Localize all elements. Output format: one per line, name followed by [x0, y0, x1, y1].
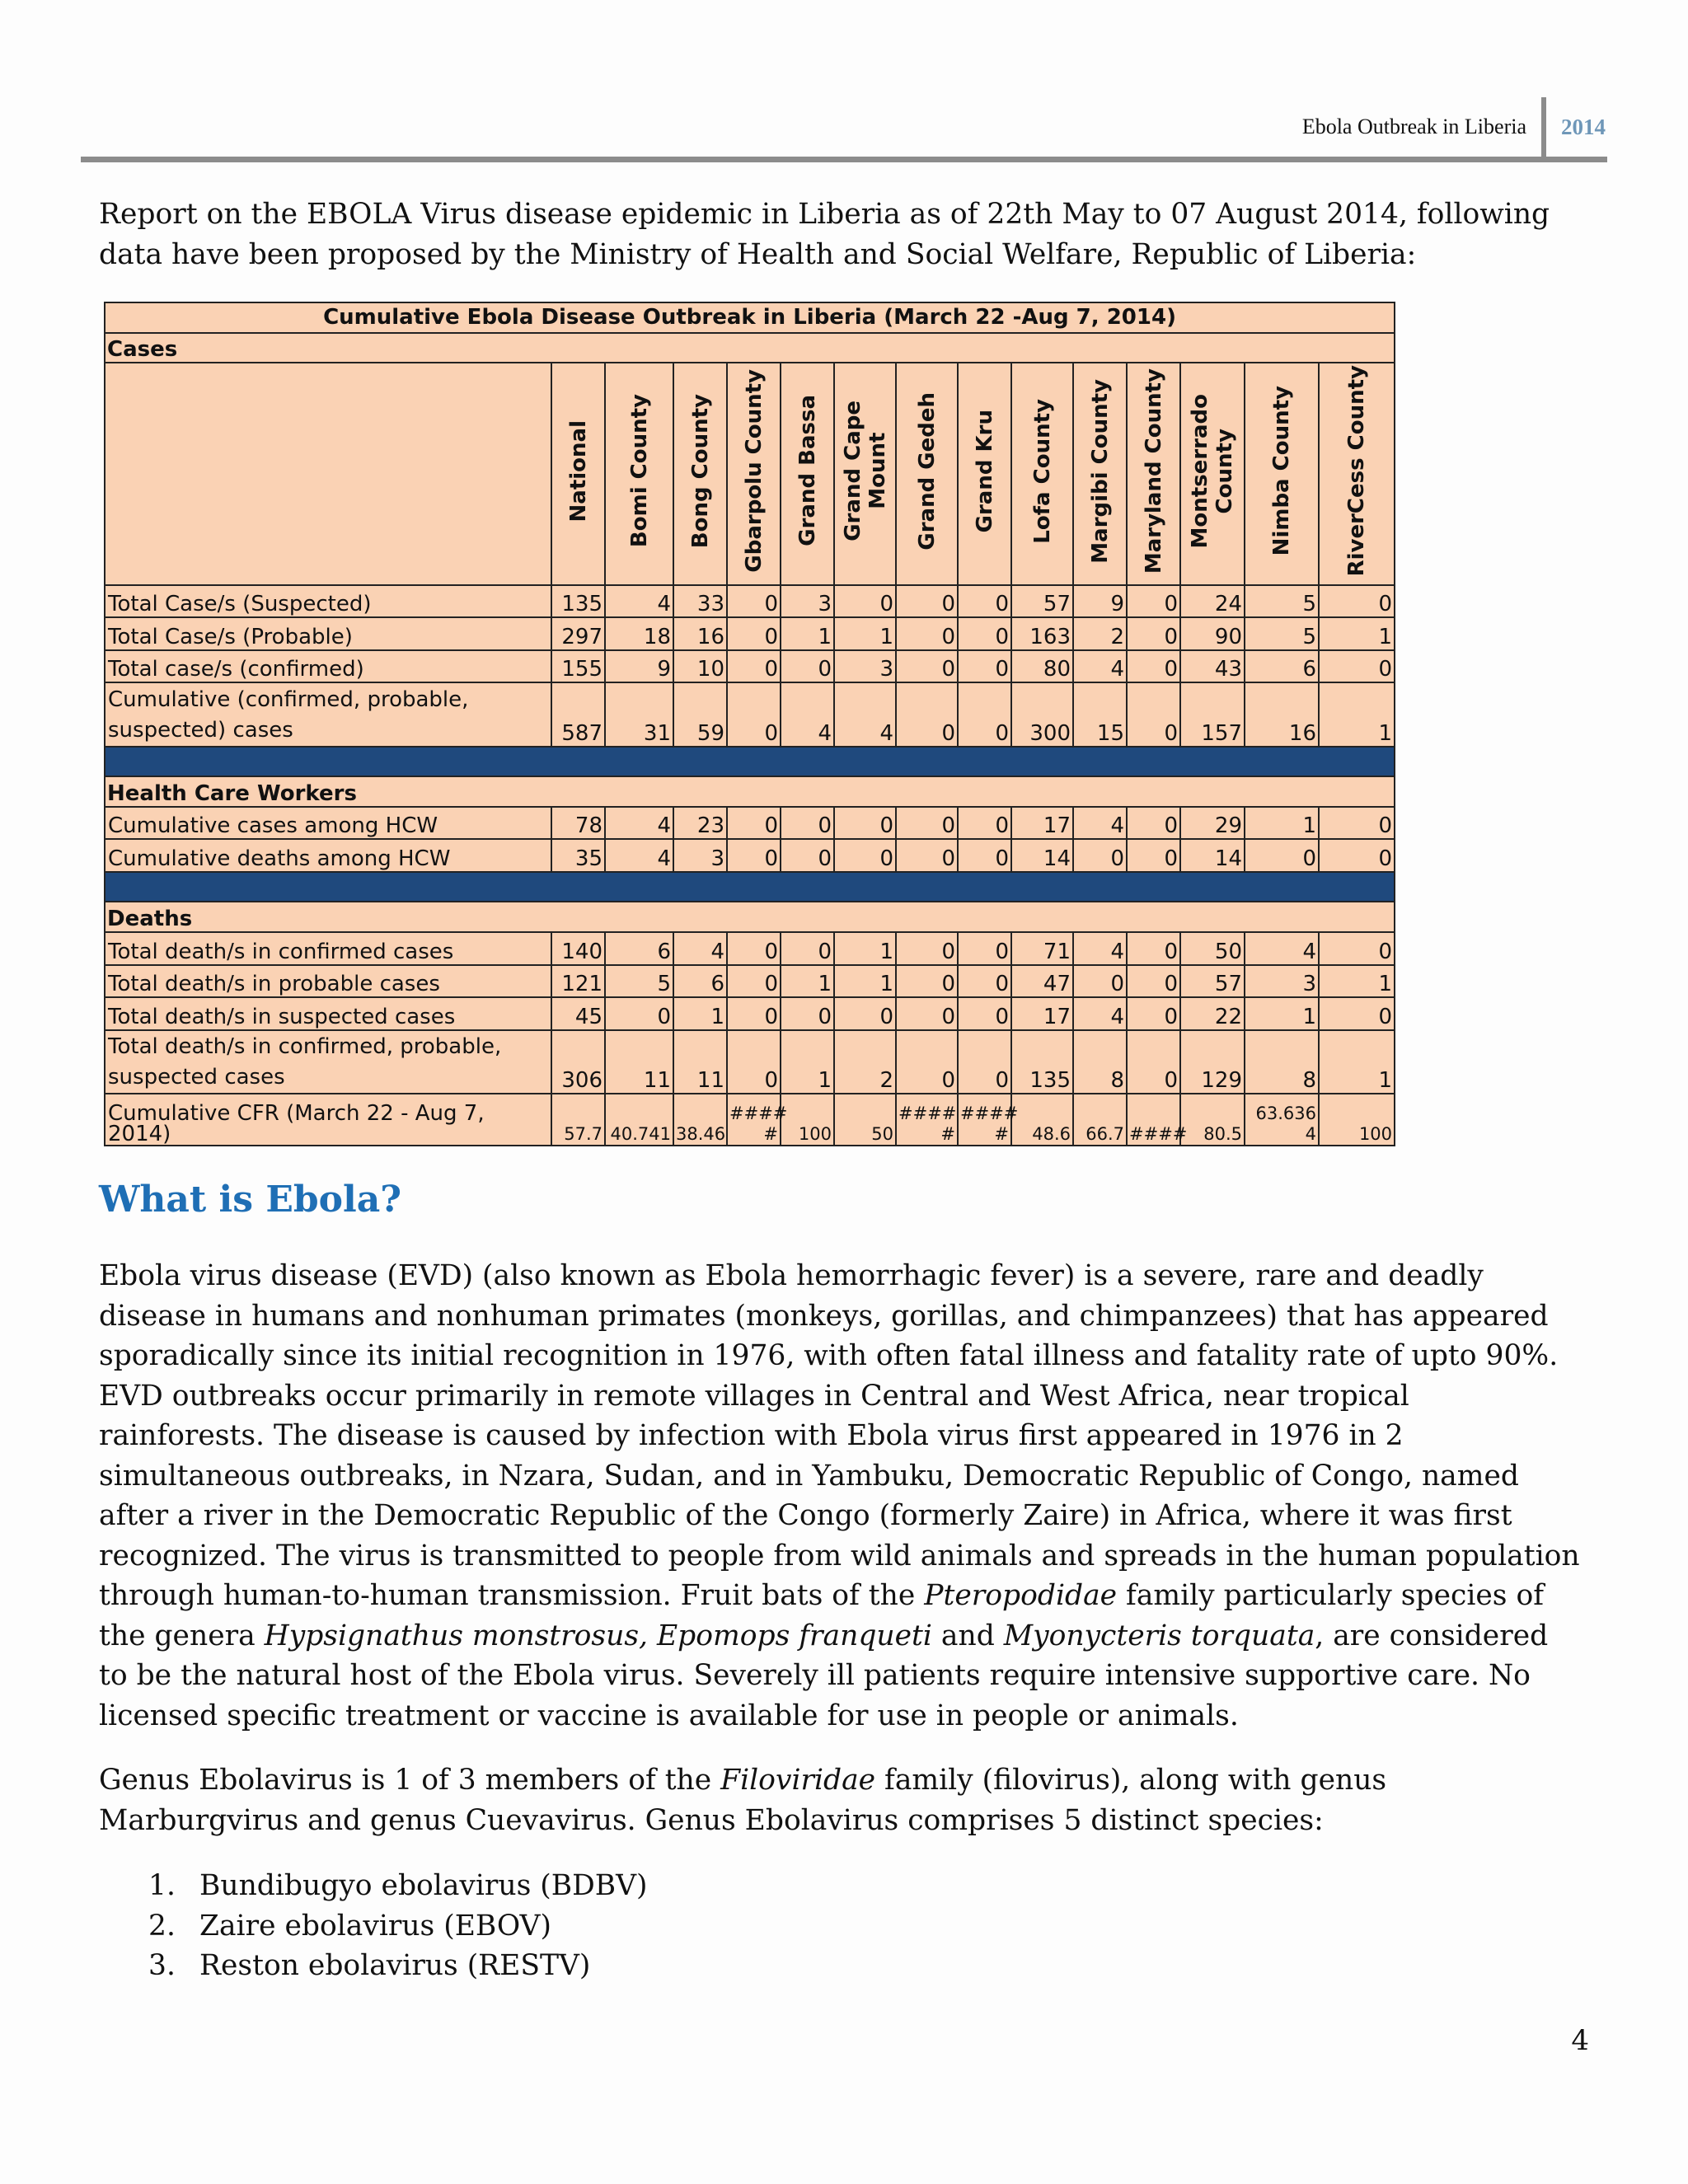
value-cell: 0	[958, 682, 1011, 746]
divider-band	[105, 872, 1395, 902]
value-cell: 0	[727, 807, 781, 840]
value-cell: 129	[1180, 1030, 1245, 1094]
value-cell: 33	[673, 585, 727, 618]
value-cell: 0	[781, 839, 834, 872]
column-header	[1180, 363, 1245, 585]
value-cell: 0	[834, 839, 896, 872]
value-cell: 11	[673, 1030, 727, 1094]
value-cell: 0	[958, 965, 1011, 998]
value-cell: 0	[958, 807, 1011, 840]
section-row	[105, 902, 1395, 932]
value-cell: 0	[896, 617, 958, 650]
column-header-label: Grand Gedeh	[914, 391, 940, 551]
value-cell: 0	[727, 1030, 781, 1094]
value-cell: 1	[1245, 997, 1319, 1030]
value-cell: 306	[551, 1030, 605, 1094]
value-cell: 1	[781, 1030, 834, 1094]
row-label: Total Case/s (Probable)	[105, 617, 551, 650]
para1-text: family particularly species of the genera	[99, 1579, 1544, 1652]
value-cell: 0	[1319, 650, 1395, 683]
ebola-data-table	[104, 302, 1393, 1146]
column-header-label: Margibi County	[1087, 378, 1113, 564]
section-row	[105, 776, 1395, 807]
value-cell: 587	[551, 682, 605, 746]
value-cell: 5	[1245, 585, 1319, 618]
cfr-value-cell: 38.46	[673, 1094, 727, 1146]
value-cell: 0	[1127, 932, 1180, 965]
value-cell: 6	[1245, 650, 1319, 683]
value-cell: 15	[1073, 682, 1127, 746]
value-cell: 0	[1319, 932, 1395, 965]
value-cell: 1	[781, 965, 834, 998]
cfr-value-cell: 40.741	[605, 1094, 673, 1146]
table-row	[105, 965, 1395, 998]
table-row	[105, 997, 1395, 1030]
table-row	[105, 585, 1395, 618]
value-cell: 0	[1127, 997, 1180, 1030]
value-cell: 0	[896, 839, 958, 872]
para2-family-name: Filoviridae	[720, 1764, 876, 1797]
value-cell: 17	[1011, 997, 1073, 1030]
value-cell: 10	[673, 650, 727, 683]
value-cell: 4	[781, 682, 834, 746]
column-header	[1127, 363, 1180, 585]
para1-family-name: Pteropodidae	[924, 1579, 1118, 1612]
table-row	[105, 617, 1395, 650]
column-header	[834, 363, 896, 585]
row-label: Cumulative deaths among HCW	[105, 839, 551, 872]
value-cell: 0	[958, 650, 1011, 683]
value-cell: 0	[727, 585, 781, 618]
header-year: 2014	[1561, 114, 1606, 139]
value-cell: 0	[1073, 965, 1127, 998]
value-cell: 0	[727, 617, 781, 650]
value-cell: 90	[1180, 617, 1245, 650]
header-corner-cell	[105, 363, 551, 585]
cfr-value-cell: 100	[781, 1094, 834, 1146]
value-cell: 1	[834, 932, 896, 965]
cfr-value-cell: 80.5	[1180, 1094, 1245, 1146]
cfr-value-cell: 100	[1319, 1094, 1395, 1146]
value-cell: 0	[781, 650, 834, 683]
value-cell: 23	[673, 807, 727, 840]
table-row	[105, 839, 1395, 872]
value-cell: 0	[727, 997, 781, 1030]
value-cell: 3	[1245, 965, 1319, 998]
cfr-value-cell: 48.6	[1011, 1094, 1073, 1146]
value-cell: 121	[551, 965, 605, 998]
column-header	[673, 363, 727, 585]
value-cell: 43	[1180, 650, 1245, 683]
list-item	[148, 1946, 648, 1986]
column-header	[958, 363, 1011, 585]
section-label-hcw: Health Care Workers	[105, 776, 1395, 807]
para2-text: family (filovirus), along with genus Marburgvirus and genus Cuevavirus. Genus Ebolavirus comprises 5 distinct species:	[99, 1764, 1387, 1837]
value-cell: 4	[1245, 932, 1319, 965]
value-cell: 4	[1073, 932, 1127, 965]
row-label: Total death/s in probable cases	[105, 965, 551, 998]
page-header	[1302, 97, 1606, 157]
value-cell: 0	[896, 807, 958, 840]
value-cell: 31	[605, 682, 673, 746]
column-header-label: Grand Kru	[972, 409, 997, 533]
column-header-label: Montserrado County	[1188, 393, 1237, 549]
cfr-value-cell: #### #	[896, 1094, 958, 1146]
value-cell: 1	[834, 617, 896, 650]
value-cell: 9	[1073, 585, 1127, 618]
para2-text: Genus Ebolavirus is 1 of 3 members of the	[99, 1764, 721, 1797]
row-label: Cumulative cases among HCW	[105, 807, 551, 840]
value-cell: 0	[781, 807, 834, 840]
column-header-label: Maryland County	[1141, 368, 1166, 574]
value-cell: 0	[896, 965, 958, 998]
value-cell: 0	[896, 650, 958, 683]
column-header	[1245, 363, 1319, 585]
column-header-label: National	[565, 419, 591, 523]
list-number: 2.	[148, 1909, 176, 1943]
list-text: Reston ebolavirus (RESTV)	[199, 1949, 591, 1982]
value-cell: 4	[605, 839, 673, 872]
page-number: 4	[1571, 2024, 1589, 2057]
section-row	[105, 333, 1395, 363]
value-cell: 3	[781, 585, 834, 618]
list-text: Bundibugyo ebolavirus (BDBV)	[199, 1869, 648, 1902]
value-cell: 50	[1180, 932, 1245, 965]
column-header	[1319, 363, 1395, 585]
column-header	[781, 363, 834, 585]
value-cell: 135	[1011, 1030, 1073, 1094]
value-cell: 0	[605, 997, 673, 1030]
value-cell: 1	[673, 997, 727, 1030]
value-cell: 9	[605, 650, 673, 683]
value-cell: 0	[1127, 617, 1180, 650]
column-header	[1073, 363, 1127, 585]
value-cell: 3	[834, 650, 896, 683]
value-cell: 0	[727, 682, 781, 746]
value-cell: 0	[834, 807, 896, 840]
value-cell: 80	[1011, 650, 1073, 683]
value-cell: 1	[1245, 807, 1319, 840]
value-cell: 3	[673, 839, 727, 872]
value-cell: 0	[896, 585, 958, 618]
divider-row	[105, 747, 1395, 777]
species-list	[148, 1866, 648, 1986]
column-header-label: Bomi County	[626, 394, 652, 548]
value-cell: 4	[605, 807, 673, 840]
cfr-value-cell: 50	[834, 1094, 896, 1146]
value-cell: 0	[781, 932, 834, 965]
value-cell: 0	[958, 585, 1011, 618]
value-cell: 1	[1319, 682, 1395, 746]
value-cell: 5	[605, 965, 673, 998]
value-cell: 2	[834, 1030, 896, 1094]
cfr-row	[105, 1094, 1395, 1146]
value-cell: 0	[1319, 839, 1395, 872]
value-cell: 24	[1180, 585, 1245, 618]
value-cell: 1	[1319, 617, 1395, 650]
value-cell: 0	[727, 932, 781, 965]
value-cell: 0	[727, 839, 781, 872]
row-label: Total case/s (confirmed)	[105, 650, 551, 683]
value-cell: 0	[1127, 965, 1180, 998]
value-cell: 1	[781, 617, 834, 650]
value-cell: 0	[958, 997, 1011, 1030]
cfr-value-cell: 63.636 4	[1245, 1094, 1319, 1146]
value-cell: 5	[1245, 617, 1319, 650]
para1-text: Ebola virus disease (EVD) (also known as Ebola hemorrhagic fever) is a severe, rare and deadly disease in humans and nonhuman primates (monkeys, gorillas, and chimpanzees) that has appeared sporadically since its initial recognition in 1976, with often fatal illness and fatality rate of upto 90%. EVD outbreaks occur primarily in remote villages in Central and West Africa, near tropical rainforests. The disease is caused by infection with Ebola virus first appeared in 1976 in 2 simultaneous outbreaks, in Nzara, Sudan, and in Yambuku, Democratic Republic of Congo, named after a river in the Democratic Republic of the Congo (formerly Zaire) in Africa, where it was first recognized. The virus is transmitted to people from wild animals and spreads in the human population through human-to-human transmission. Fruit bats of the	[99, 1259, 1580, 1612]
value-cell: 57	[1180, 965, 1245, 998]
section-heading: What is Ebola?	[99, 1179, 402, 1221]
para1-text: , are considered to be the natural host of the Ebola virus. Severely ill patients require intensive supportive care. No licensed specific treatment or vaccine is available for use in people or animals.	[99, 1619, 1549, 1732]
list-item	[148, 1906, 648, 1947]
column-header-label: Bong County	[687, 393, 713, 548]
value-cell: 4	[605, 585, 673, 618]
value-cell: 0	[1127, 585, 1180, 618]
value-cell: 4	[1073, 997, 1127, 1030]
header-separator	[1541, 97, 1546, 157]
cfr-value-cell: #### #	[958, 1094, 1011, 1146]
value-cell: 0	[834, 585, 896, 618]
list-number: 3.	[148, 1949, 176, 1982]
genus-paragraph	[99, 1760, 1582, 1840]
value-cell: 35	[551, 839, 605, 872]
list-item	[148, 1866, 648, 1906]
value-cell: 297	[551, 617, 605, 650]
value-cell: 0	[727, 650, 781, 683]
value-cell: 0	[834, 997, 896, 1030]
value-cell: 14	[1180, 839, 1245, 872]
list-text: Zaire ebolavirus (EBOV)	[199, 1909, 551, 1943]
table-row	[105, 682, 1395, 746]
value-cell: 0	[1073, 839, 1127, 872]
column-header-label: Gbarpolu County	[741, 369, 767, 573]
cfr-value-cell: 57.7	[551, 1094, 605, 1146]
header-rule	[81, 157, 1607, 162]
row-label: Total death/s in confirmed cases	[105, 932, 551, 965]
value-cell: 0	[727, 965, 781, 998]
cfr-value-cell: ####	[1127, 1094, 1180, 1146]
column-header	[605, 363, 673, 585]
value-cell: 0	[958, 839, 1011, 872]
value-cell: 4	[834, 682, 896, 746]
value-cell: 45	[551, 997, 605, 1030]
value-cell: 0	[958, 617, 1011, 650]
table-row	[105, 932, 1395, 965]
para1-species-names: Hypsignathus monstrosus, Epomops franqueti	[264, 1619, 932, 1652]
divider-band	[105, 747, 1395, 777]
value-cell: 4	[1073, 650, 1127, 683]
value-cell: 6	[605, 932, 673, 965]
row-label: Total Case/s (Suspected)	[105, 585, 551, 618]
value-cell: 59	[673, 682, 727, 746]
value-cell: 1	[1319, 965, 1395, 998]
header-title: Ebola Outbreak in Liberia	[1301, 115, 1526, 138]
table-row	[105, 650, 1395, 683]
column-header-label: Grand Cape Mount	[840, 400, 890, 541]
value-cell: 2	[1073, 617, 1127, 650]
value-cell: 17	[1011, 807, 1073, 840]
value-cell: 8	[1073, 1030, 1127, 1094]
value-cell: 0	[1319, 585, 1395, 618]
table-title: Cumulative Ebola Disease Outbreak in Liberia (March 22 -Aug 7, 2014)	[105, 302, 1395, 333]
column-header	[1011, 363, 1073, 585]
value-cell: 47	[1011, 965, 1073, 998]
table-title-row	[105, 302, 1395, 333]
value-cell: 1	[1319, 1030, 1395, 1094]
value-cell: 16	[1245, 682, 1319, 746]
value-cell: 1	[834, 965, 896, 998]
value-cell: 57	[1011, 585, 1073, 618]
value-cell: 0	[896, 932, 958, 965]
row-label: Total death/s in suspected cases	[105, 997, 551, 1030]
value-cell: 4	[673, 932, 727, 965]
column-header	[551, 363, 605, 585]
row-label: Cumulative (confirmed, probable, suspected) cases	[105, 682, 551, 746]
value-cell: 22	[1180, 997, 1245, 1030]
value-cell: 163	[1011, 617, 1073, 650]
table-row	[105, 807, 1395, 840]
value-cell: 0	[958, 932, 1011, 965]
value-cell: 0	[896, 997, 958, 1030]
value-cell: 300	[1011, 682, 1073, 746]
list-number: 1.	[148, 1869, 176, 1902]
value-cell: 78	[551, 807, 605, 840]
value-cell: 29	[1180, 807, 1245, 840]
column-header-label: RiverCess County	[1344, 365, 1370, 577]
value-cell: 0	[1127, 807, 1180, 840]
value-cell: 155	[551, 650, 605, 683]
column-header-row	[105, 363, 1395, 585]
value-cell: 0	[1127, 650, 1180, 683]
value-cell: 135	[551, 585, 605, 618]
divider-row	[105, 872, 1395, 902]
ebola-description-paragraph	[99, 1256, 1582, 1736]
column-header	[727, 363, 781, 585]
row-label: Cumulative CFR (March 22 - Aug 7, 2014)	[105, 1094, 551, 1146]
value-cell: 0	[1127, 1030, 1180, 1094]
value-cell: 0	[781, 997, 834, 1030]
para1-species-name: Myonycteris torquata	[1003, 1619, 1315, 1652]
value-cell: 157	[1180, 682, 1245, 746]
value-cell: 140	[551, 932, 605, 965]
section-label-deaths: Deaths	[105, 902, 1395, 932]
row-label: Total death/s in confirmed, probable, suspected cases	[105, 1030, 551, 1094]
column-header-label: Nimba County	[1269, 386, 1294, 556]
value-cell: 18	[605, 617, 673, 650]
value-cell: 16	[673, 617, 727, 650]
value-cell: 0	[896, 1030, 958, 1094]
section-label-cases: Cases	[105, 333, 1395, 363]
value-cell: 0	[1127, 839, 1180, 872]
para1-text: and	[931, 1619, 1004, 1652]
value-cell: 14	[1011, 839, 1073, 872]
value-cell: 11	[605, 1030, 673, 1094]
value-cell: 0	[1127, 682, 1180, 746]
table-row	[105, 1030, 1395, 1094]
value-cell: 0	[1319, 807, 1395, 840]
value-cell: 0	[1319, 997, 1395, 1030]
value-cell: 8	[1245, 1030, 1319, 1094]
column-header-label: Lofa County	[1029, 398, 1055, 544]
cfr-value-cell: #### #	[727, 1094, 781, 1146]
value-cell: 71	[1011, 932, 1073, 965]
value-cell: 4	[1073, 807, 1127, 840]
value-cell: 6	[673, 965, 727, 998]
value-cell: 0	[896, 682, 958, 746]
intro-paragraph: Report on the EBOLA Virus disease epidemic in Liberia as of 22th May to 07 August 2014, following data have been proposed by the Ministry of Health and Social Welfare, Republic of Liberia:	[99, 198, 1550, 271]
cfr-value-cell: 66.7	[1073, 1094, 1127, 1146]
column-header	[896, 363, 958, 585]
value-cell: 0	[958, 1030, 1011, 1094]
value-cell: 0	[1245, 839, 1319, 872]
column-header-label: Grand Bassa	[795, 395, 820, 547]
